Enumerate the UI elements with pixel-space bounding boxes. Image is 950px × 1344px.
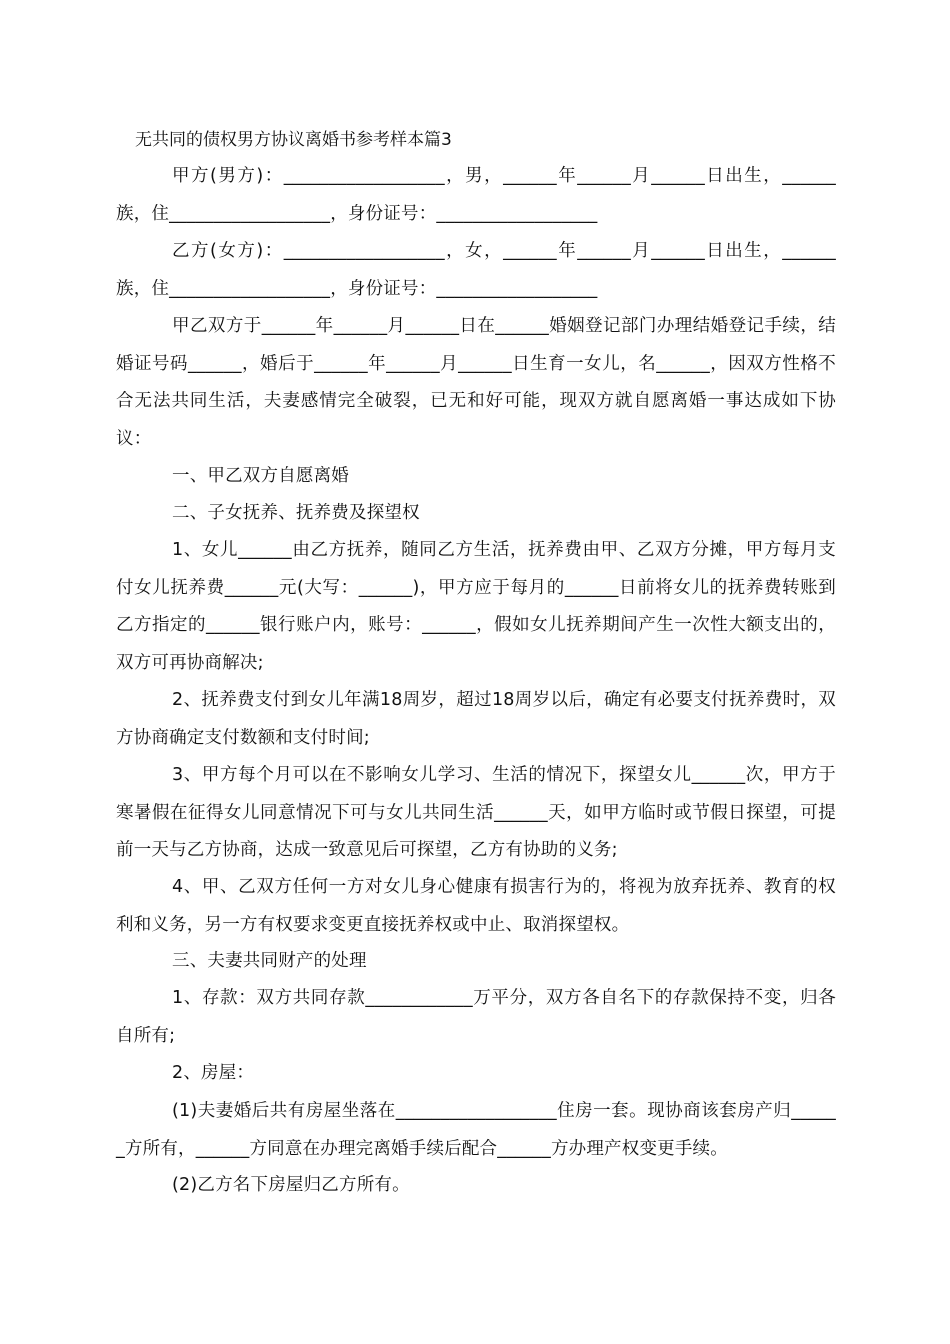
property-clause-2-item-2: (2)乙方名下房屋归乙方所有。 [172, 1175, 410, 1195]
property-clause-1: 1、存款：双方共同存款____________万平分，双方各自名下的存款保持不变，归各自所有; [116, 988, 836, 1046]
custody-clause-4: 4、甲、乙双方任何一方对女儿身心健康有损害行为的，将视为放弃抚养、教育的权利和义务，另一方有权要求变更直接抚养权或中止、取消探望权。 [116, 877, 836, 935]
custody-clause-2: 2、抚养费支付到女儿年满18周岁，超过18周岁以后，确定有必要支付抚养费时，双方协商确定支付数额和支付时间; [116, 690, 836, 748]
section-1-heading: 一、甲乙双方自愿离婚 [172, 466, 349, 486]
marriage-info-paragraph: 甲乙双方于______年______月______日在______婚姻登记部门办理结婚登记手续，结婚证号码______，婚后于______年______月______日生育一女儿，名______，因双方性格不合无法共同生活，夫妻感情完全破裂，已无和好可能，现双方就自愿离婚一事达成如下协议： [116, 316, 836, 449]
document-title: 无共同的债权男方协议离婚书参考样本篇3 [135, 130, 452, 150]
section-2-heading: 二、子女抚养、抚养费及探望权 [172, 503, 420, 523]
section-3-heading: 三、夫妻共同财产的处理 [172, 951, 367, 971]
party-a-paragraph: 甲方(男方)：__________________，男，______年______月______日出生，______族，住__________________，身份证号：__________________ [116, 166, 836, 224]
party-b-paragraph: 乙方(女方)：__________________，女，______年______月______日出生，______族，住__________________，身份证号：__________________ [116, 241, 836, 299]
property-clause-2: 2、房屋： [172, 1063, 255, 1083]
property-clause-2-item-1: (1)夫妻婚后共有房屋坐落在__________________住房一套。现协商该套房产归______方所有，______方同意在办理完离婚手续后配合______方办理产权变更手续。 [116, 1101, 836, 1159]
custody-clause-3: 3、甲方每个月可以在不影响女儿学习、生活的情况下，探望女儿______次，甲方于寒暑假在征得女儿同意情况下可与女儿共同生活______天，如甲方临时或节假日探望，可提前一天与乙方协商，达成一致意见后可探望，乙方有协助的义务; [116, 765, 836, 860]
custody-clause-1: 1、女儿______由乙方抚养，随同乙方生活，抚养费由甲、乙双方分摊，甲方每月支付女儿抚养费______元(大写：______)，甲方应于每月的______日前将女儿的抚养费转账到乙方指定的______银行账户内，账号：______，假如女儿抚养期间产生一次性大额支出的，双方可再协商解决; [116, 540, 836, 673]
